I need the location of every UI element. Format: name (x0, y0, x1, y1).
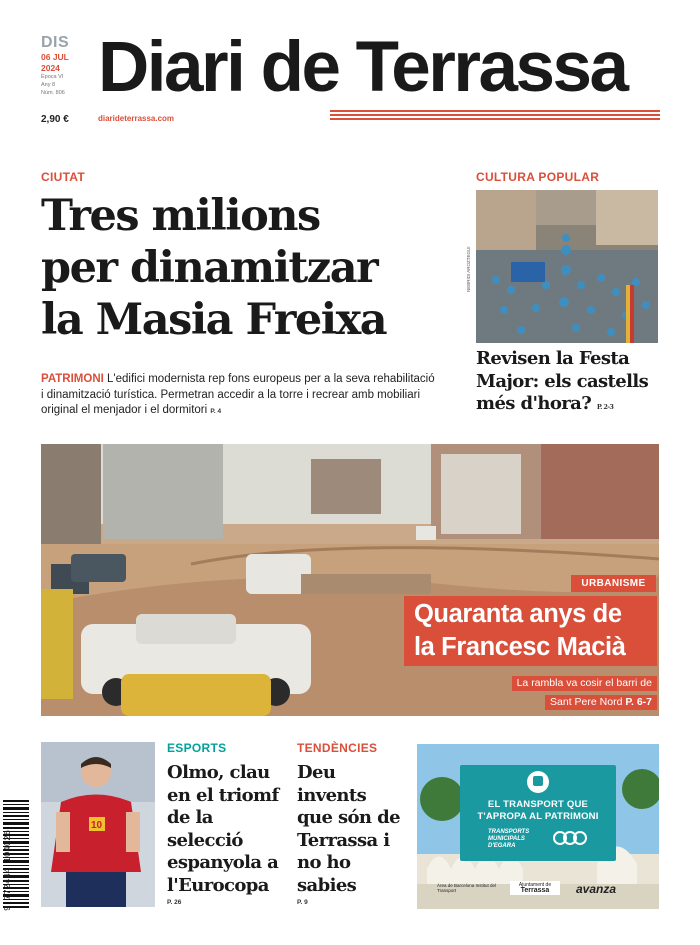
urbanism-subhead (512, 673, 657, 711)
culture-headline[interactable] (476, 348, 661, 419)
edition-year: 2024 (41, 63, 60, 73)
ad-brand: TRANSPORTS MUNICIPALS D'EGARA (488, 829, 530, 849)
urbanism-tag[interactable]: URBANISME (571, 575, 656, 592)
edition-date: 06 JUL (41, 52, 69, 62)
bus-icon (527, 771, 549, 793)
sports-headline[interactable]: Olmo, clau en el triomf de la selecció espanyola a l'Eurocopa (167, 762, 279, 896)
lead-summary (41, 372, 436, 420)
urbanism-subhead-line: Sant Pere Nord P. 6-7 (545, 695, 657, 710)
page-ref: P. 26 (167, 899, 182, 906)
ad-banner[interactable] (460, 765, 616, 861)
urbanism-headline-line: Quaranta anys de (414, 600, 622, 628)
lead-headline-line: Tres milions (41, 191, 320, 241)
page-ref: P. 2-3 (596, 403, 614, 411)
urbanism-headline[interactable] (404, 596, 657, 666)
ad-sponsor-line: Terrassa (520, 887, 550, 894)
culture-kicker[interactable]: CULTURA POPULAR (476, 170, 600, 184)
page-ref: P. 9 (297, 899, 308, 906)
logo-underline (330, 110, 660, 124)
edition-number: Núm. 806 (41, 90, 65, 96)
lead-kicker[interactable]: CIUTAT (41, 170, 86, 184)
barcode-number: 9 772444 104026 (3, 829, 13, 911)
page-ref: P. 6-7 (625, 696, 652, 708)
edition-info (41, 35, 91, 97)
price: 2,90 € (41, 114, 69, 125)
urbanism-subhead-line: La rambla va cosir el barri de (512, 676, 657, 691)
lead-text: L'edifici modernista rep fons europeus per a la seva rehabilitació i dinamització turística. Permetran accedir a la torre i recrear amb mobiliari original el menjador i el dormitori (41, 373, 435, 416)
photo-credit: NEBRIDI AROZTEGUI (466, 246, 471, 292)
website-link[interactable]: diarideterrassa.com (98, 114, 175, 123)
urbanism-headline-line: la Francesc Macià (414, 633, 626, 661)
castells-photo[interactable] (476, 190, 658, 343)
svg-text:10: 10 (91, 820, 103, 831)
olmo-photo[interactable] (41, 742, 155, 907)
lead-headline-line: la Masia Freixa (41, 295, 387, 345)
trends-headline[interactable]: Deu invents que són de Terrassa i no ho sabies (297, 762, 400, 896)
lead-headline-line: per dinamitzar (41, 243, 378, 293)
page-ref: P. 4 (210, 408, 222, 415)
brand-rings-icon (552, 829, 588, 847)
ad-sponsor-ajuntament (510, 881, 560, 895)
edition-epoca: Època VI (41, 74, 64, 80)
trends-kicker[interactable]: TENDÈNCIES (297, 741, 378, 755)
culture-headline-text: Revisen la Festa Major: els castells més d'hora? (476, 348, 649, 414)
ad-sponsor-avanza: avanza (576, 882, 617, 896)
lead-tag: PATRIMONI (41, 373, 104, 385)
lead-headline[interactable] (41, 190, 451, 346)
ad-title (460, 799, 616, 823)
ad-sponsor-line: Ajuntament de (518, 882, 552, 888)
edition-any: Any 8 (41, 82, 56, 88)
sports-kicker[interactable]: ESPORTS (167, 741, 227, 755)
ad-sponsor-amb: Àrea de Barcelona Institut del Transport (437, 883, 497, 893)
newspaper-logo[interactable]: Diari de Terrassa (98, 28, 627, 107)
edition-day: DIS (41, 34, 70, 51)
ad-title-line: EL TRANSPORT QUE (487, 799, 589, 810)
ad-title-line: T'APROPA AL PATRIMONI (477, 811, 599, 822)
